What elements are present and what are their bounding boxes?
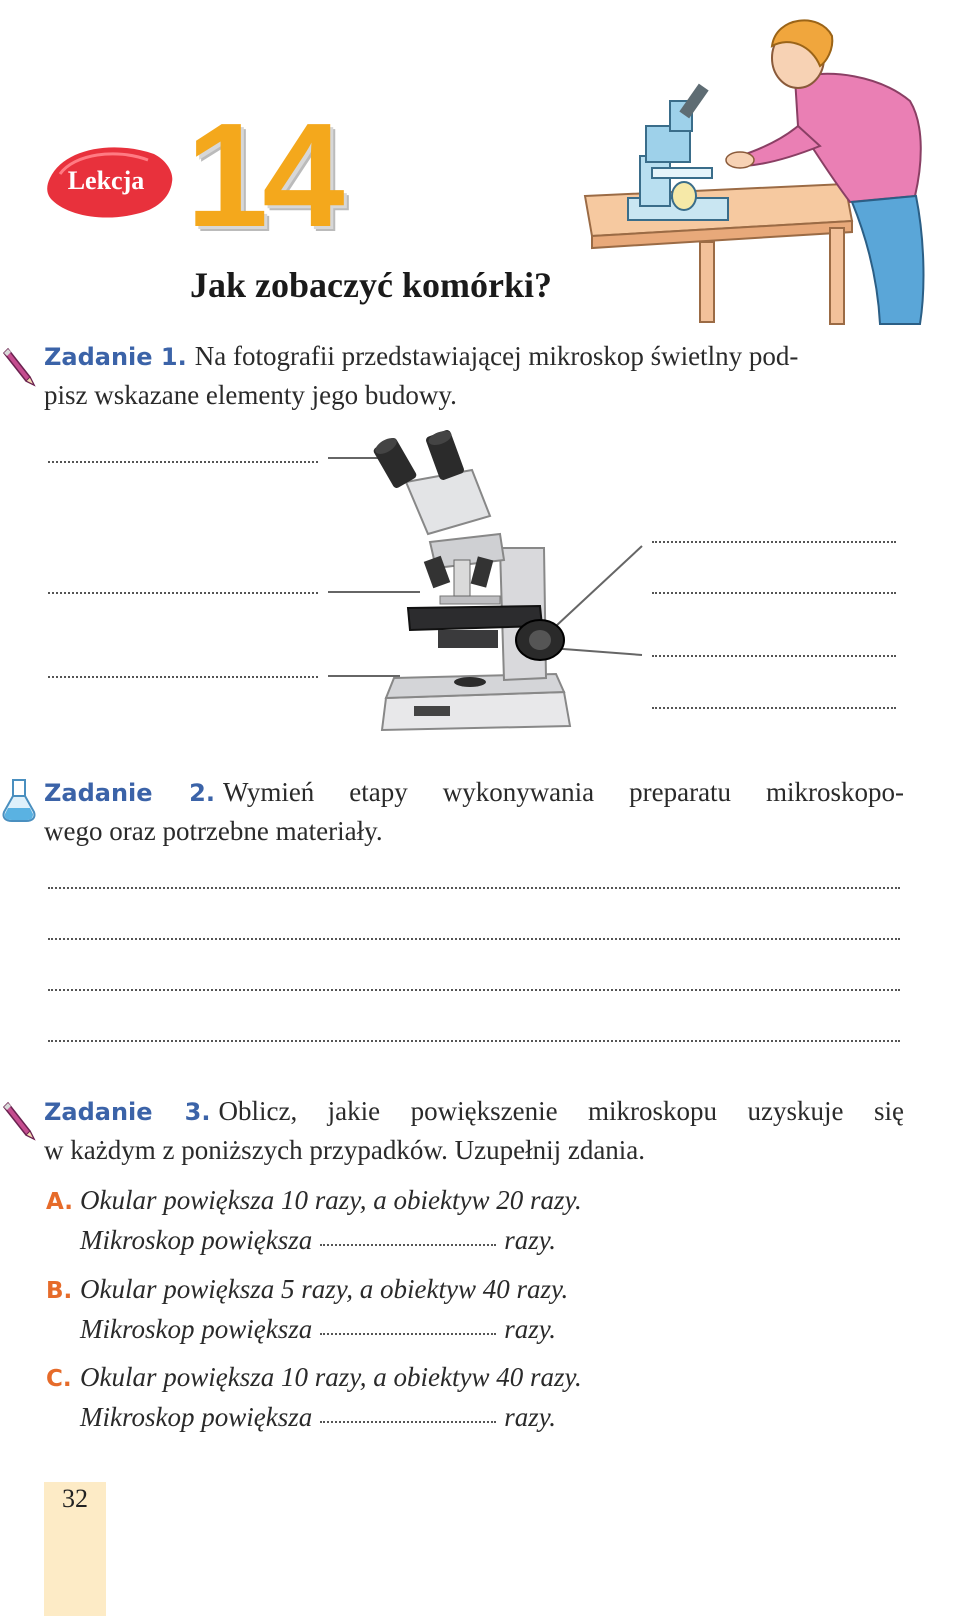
task-3-text-line1: Oblicz, jakie powiększenie mikroskopu uzyskuje się xyxy=(218,1096,904,1126)
answer-line[interactable] xyxy=(48,887,900,889)
task-1-label: Zadanie 1. xyxy=(44,343,187,371)
item-text: Okular powiększa 5 razy, a obiektyw 40 razy. xyxy=(80,1274,569,1304)
item-text: Okular powiększa 10 razy, a obiektyw 20 razy. xyxy=(80,1185,582,1215)
task-3-item-b xyxy=(46,1270,906,1348)
task-2-label: Zadanie 2. xyxy=(44,779,215,807)
page-title: Jak zobaczyć komórki? xyxy=(190,265,552,305)
task-3-item-a xyxy=(46,1181,906,1259)
task-1-text-line2: pisz wskazane elementy jego budowy. xyxy=(44,380,457,410)
lesson-badge xyxy=(44,138,176,224)
task-1-text-line1: Na fotografii przedstawiającej mikroskop świetlny pod- xyxy=(194,341,799,371)
task-3-label: Zadanie 3. xyxy=(44,1098,211,1126)
item-text: Okular powiększa 10 razy, a obiektyw 40 razy. xyxy=(80,1362,582,1392)
flask-icon xyxy=(0,778,38,822)
task-3 xyxy=(44,1092,904,1169)
microscope-image xyxy=(320,430,660,740)
answer-line-eyepiece[interactable] xyxy=(48,461,318,463)
task-3-text-line2: w każdym z poniższych przypadków. Uzupełnij zdania. xyxy=(44,1135,646,1165)
page-number: 32 xyxy=(62,1484,88,1513)
item-letter: C. xyxy=(46,1366,72,1392)
answer-line[interactable] xyxy=(48,1040,900,1042)
task-1 xyxy=(44,337,904,414)
pencil-icon xyxy=(2,343,40,387)
boy-with-microscope-illustration xyxy=(580,6,950,326)
answer-blank[interactable] xyxy=(320,1421,496,1423)
item-text: razy. xyxy=(504,1402,556,1432)
answer-line[interactable] xyxy=(48,989,900,991)
item-text: razy. xyxy=(504,1225,556,1255)
lesson-number: 14 xyxy=(186,93,339,258)
answer-line[interactable] xyxy=(48,938,900,940)
answer-blank[interactable] xyxy=(320,1244,496,1246)
item-text: razy. xyxy=(504,1314,556,1344)
item-letter: B. xyxy=(46,1278,73,1304)
answer-line-base[interactable] xyxy=(48,676,318,678)
answer-line-stage[interactable] xyxy=(652,592,896,594)
badge-label: Lekcja xyxy=(67,166,145,195)
item-text: Mikroskop powiększa xyxy=(80,1225,313,1255)
item-text: Mikroskop powiększa xyxy=(80,1314,313,1344)
task-2-text-line1: Wymień etapy wykonywania preparatu mikroskopo- xyxy=(222,777,905,807)
item-letter: A. xyxy=(46,1189,73,1215)
answer-line-focus-knob[interactable] xyxy=(652,655,896,657)
answer-line-objective[interactable] xyxy=(48,592,318,594)
item-text: Mikroskop powiększa xyxy=(80,1402,313,1432)
task-3-item-c xyxy=(46,1358,906,1436)
pencil-icon xyxy=(2,1097,40,1141)
answer-line-arm[interactable] xyxy=(652,541,896,543)
answer-blank[interactable] xyxy=(320,1333,496,1335)
task-2-text-line2: wego oraz potrzebne materiały. xyxy=(44,816,383,846)
answer-line-light[interactable] xyxy=(652,707,896,709)
task-2 xyxy=(44,773,904,850)
